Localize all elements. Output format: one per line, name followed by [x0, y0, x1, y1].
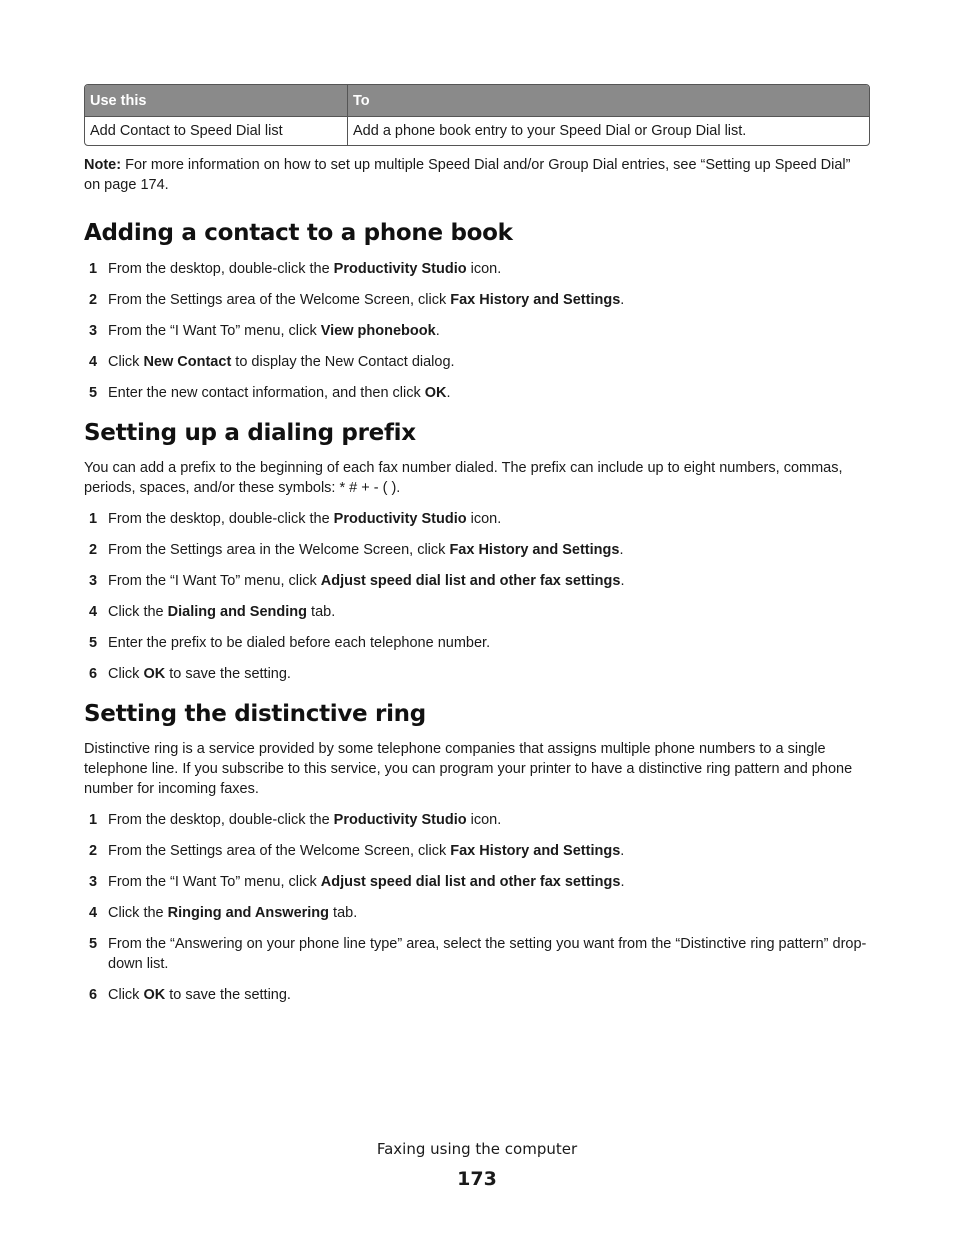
step-text: . [620, 292, 625, 308]
step-number: 2 [89, 542, 98, 558]
step-list [84, 810, 870, 1005]
page-content [84, 84, 870, 1016]
step-number: 1 [89, 812, 98, 828]
step-text: . [620, 573, 625, 589]
step-list [84, 509, 870, 684]
list-item [84, 602, 870, 622]
list-item [84, 934, 870, 974]
note-text: For more information on how to set up multiple Speed Dial and/or Group Dial entries, see “Setting up Speed Dial” on page 174. [84, 157, 851, 193]
list-item [84, 290, 870, 310]
ui-term: Fax History and Settings [450, 843, 621, 859]
table-header-cell: Use this [85, 85, 348, 116]
ui-term: OK [424, 385, 447, 401]
step-text: Click the [108, 905, 168, 921]
section-intro: Distinctive ring is a service provided by some telephone companies that assigns multiple phone numbers to a single telephone line. If you subscribe to this service, you can program your printer to have a distinctive ring pattern and phone number for incoming faxes. [84, 741, 853, 797]
step-text: Click the [108, 604, 168, 620]
table-header-row [85, 85, 869, 116]
ui-term: Dialing and Sending [167, 604, 308, 620]
step-text: Enter the new contact information, and then click [108, 385, 425, 401]
step-list [84, 259, 870, 403]
ui-term: Fax History and Settings [450, 292, 621, 308]
step-text: Click [108, 666, 144, 682]
page-number: 173 [457, 1168, 497, 1190]
ui-term: Ringing and Answering [167, 905, 330, 921]
step-number: 3 [89, 874, 98, 890]
step-text: From the “I Want To” menu, click [108, 323, 321, 339]
step-text: Click [108, 987, 144, 1003]
ui-term: OK [143, 987, 166, 1003]
step-number: 4 [89, 905, 98, 921]
ui-term: Productivity Studio [333, 511, 467, 527]
list-item [84, 571, 870, 591]
list-item [84, 664, 870, 684]
ui-term: New Contact [143, 354, 232, 370]
step-text: to display the New Contact dialog. [231, 354, 455, 370]
list-item [84, 352, 870, 372]
table-cell: Add a phone book entry to your Speed Dial or Group Dial list. [348, 116, 869, 145]
ui-term: Fax History and Settings [449, 542, 620, 558]
step-text: icon. [466, 511, 502, 527]
section-heading: Adding a contact to a phone book [84, 220, 513, 246]
ui-term: Productivity Studio [333, 261, 467, 277]
table-row [85, 116, 869, 145]
step-number: 6 [89, 987, 98, 1003]
step-text: Click [108, 354, 144, 370]
step-text: tab. [329, 905, 358, 921]
list-item [84, 841, 870, 861]
step-number: 5 [89, 936, 98, 952]
step-text: tab. [307, 604, 336, 620]
section-heading: Setting up a dialing prefix [84, 420, 416, 446]
step-text: icon. [466, 261, 502, 277]
list-item [84, 810, 870, 830]
step-number: 4 [89, 604, 98, 620]
step-text: icon. [466, 812, 502, 828]
step-number: 2 [89, 843, 98, 859]
list-item [84, 872, 870, 892]
table-cell: Add Contact to Speed Dial list [85, 116, 348, 145]
step-text: to save the setting. [165, 987, 291, 1003]
note-label: Note: [84, 157, 122, 173]
footer-title: Faxing using the computer [376, 1140, 578, 1158]
step-text: . [435, 323, 440, 339]
step-text: From the “I Want To” menu, click [108, 874, 321, 890]
step-text: From the Settings area of the Welcome Screen, click [108, 843, 451, 859]
section-heading: Setting the distinctive ring [84, 701, 426, 727]
step-text: From the “I Want To” menu, click [108, 573, 321, 589]
list-item [84, 509, 870, 529]
step-number: 1 [89, 261, 98, 277]
step-text: Enter the prefix to be dialed before each telephone number. [108, 635, 491, 651]
list-item [84, 259, 870, 279]
list-item [84, 321, 870, 341]
ui-term: Productivity Studio [333, 812, 467, 828]
step-text: From the “Answering on your phone line type” area, select the setting you want from the “Distinctive ring pattern” drop-down list. [108, 936, 867, 972]
step-number: 5 [89, 635, 98, 651]
note [84, 155, 870, 195]
step-text: . [446, 385, 451, 401]
step-text: . [620, 874, 625, 890]
step-number: 3 [89, 573, 98, 589]
ui-term: View phonebook [320, 323, 436, 339]
list-item [84, 633, 870, 653]
step-text: From the Settings area in the Welcome Screen, click [108, 542, 450, 558]
list-item [84, 540, 870, 560]
list-item [84, 985, 870, 1005]
step-number: 5 [89, 385, 98, 401]
step-number: 1 [89, 511, 98, 527]
step-number: 3 [89, 323, 98, 339]
step-text: From the Settings area of the Welcome Screen, click [108, 292, 451, 308]
section-intro: You can add a prefix to the beginning of each fax number dialed. The prefix can include up to eight numbers, commas, periods, spaces, and/or these symbols: * # + - ( ). [84, 460, 843, 496]
step-text: . [620, 843, 625, 859]
ui-term: OK [143, 666, 166, 682]
step-text: From the desktop, double-click the [108, 812, 334, 828]
reference-table [84, 84, 870, 146]
ui-term: Adjust speed dial list and other fax settings [320, 874, 621, 890]
step-text: From the desktop, double-click the [108, 511, 334, 527]
ui-term: Adjust speed dial list and other fax settings [320, 573, 621, 589]
list-item [84, 383, 870, 403]
step-text: . [619, 542, 624, 558]
table-header-cell: To [348, 85, 869, 116]
step-text: From the desktop, double-click the [108, 261, 334, 277]
step-text: to save the setting. [165, 666, 291, 682]
step-number: 2 [89, 292, 98, 308]
list-item [84, 903, 870, 923]
step-number: 4 [89, 354, 98, 370]
step-number: 6 [89, 666, 98, 682]
